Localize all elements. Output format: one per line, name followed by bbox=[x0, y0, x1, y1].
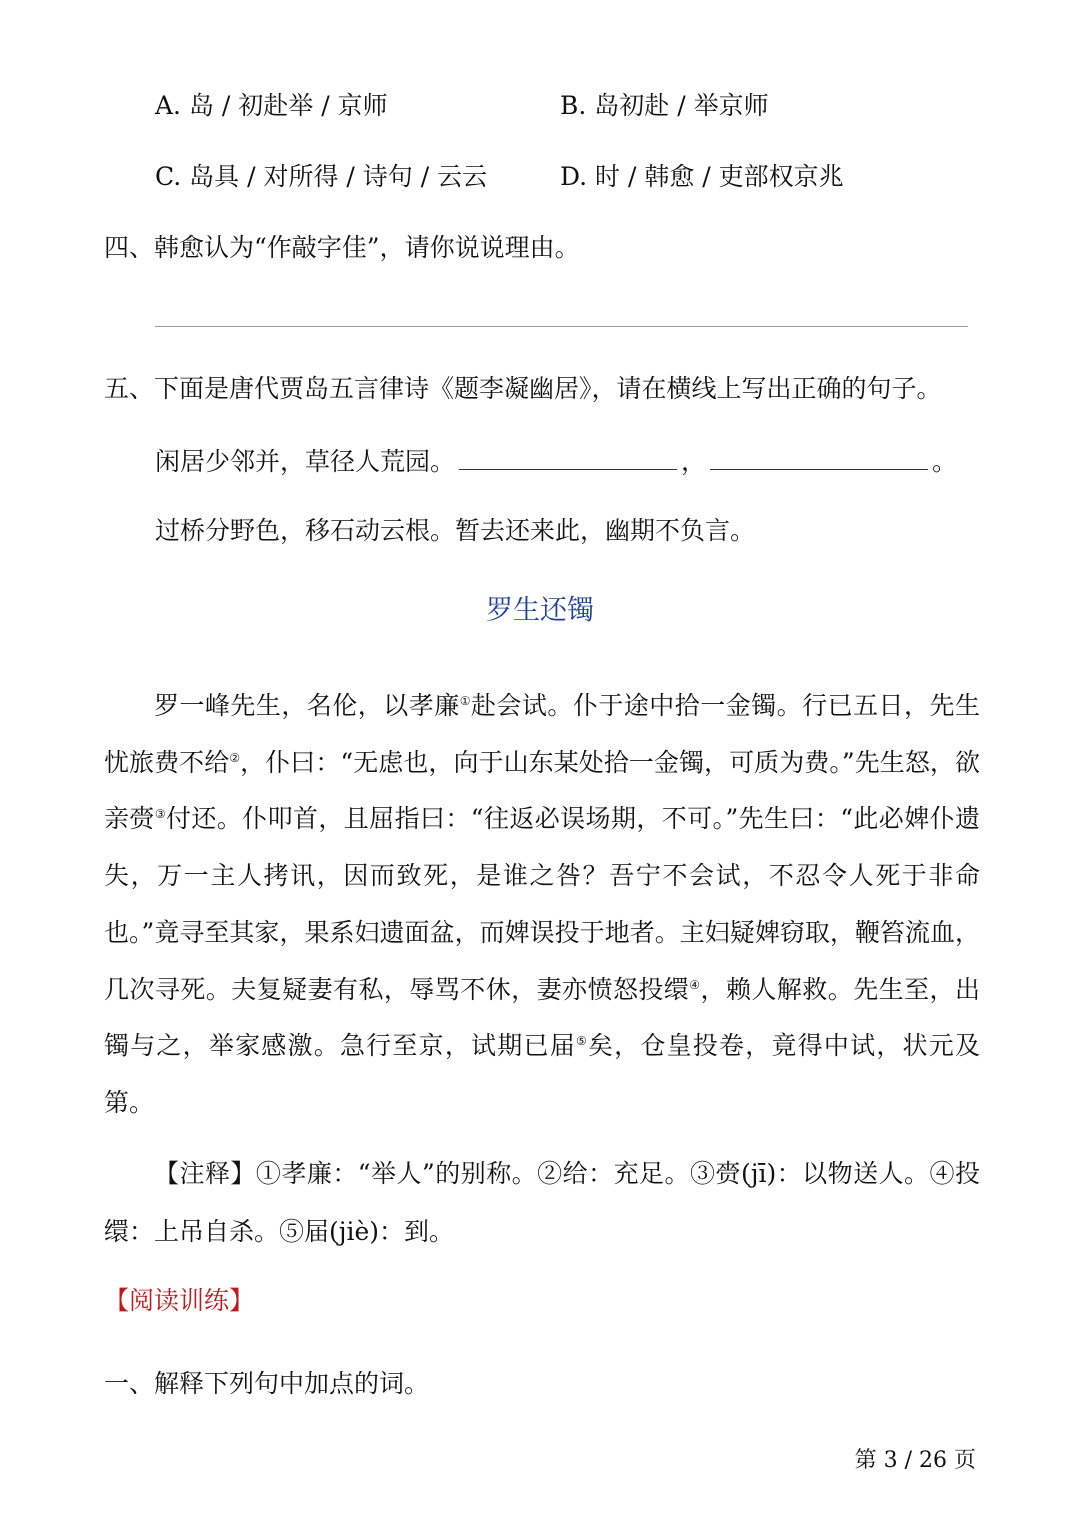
question-5: 五、下面是唐代贾岛五言律诗《题李凝幽居》，请在横线上写出正确的句子。 bbox=[104, 374, 942, 403]
poem-comma: ， bbox=[681, 447, 707, 476]
answer-line bbox=[155, 326, 968, 327]
option-a: A. 岛 / 初赴举 / 京师 bbox=[155, 91, 388, 120]
annotations bbox=[104, 1145, 980, 1261]
passage-text: ，仆曰：“无虑也，向于山东某处拾一金镯，可质为费。”先生怒，欲亲赍 bbox=[104, 747, 980, 834]
passage bbox=[104, 678, 980, 1132]
option-d: D. 时 / 韩愈 / 吏部权京兆 bbox=[560, 162, 844, 191]
poem-line-2: 过桥分野色，移石动云根。暂去还来此，幽期不负言。 bbox=[155, 516, 756, 545]
passage-text: 矣，仓皇投卷，竟得中试，状元及第。 bbox=[104, 1031, 980, 1117]
section-heading: 【阅读训练】 bbox=[104, 1286, 255, 1315]
footnote-ref: ① bbox=[459, 694, 471, 708]
passage-text: 罗一峰先生，名伦，以孝廉 bbox=[154, 691, 460, 720]
annotations-text: 【注释】①孝廉：“举人”的别称。②给：充足。③赍(jī)：以物送人。④投缳：上吊自杀。⑤届(jiè)：到。 bbox=[104, 1159, 980, 1246]
poem-line-1-prefix: 闲居少邻并，草径人荒园。 bbox=[155, 447, 456, 476]
poem-blank-1 bbox=[459, 468, 677, 470]
poem-period: 。 bbox=[932, 447, 958, 476]
poem-blank-2 bbox=[710, 468, 928, 470]
passage-paragraph bbox=[104, 678, 980, 1132]
footnote-ref: ⑤ bbox=[575, 1034, 588, 1049]
option-c: C. 岛具 / 对所得 / 诗句 / 云云 bbox=[155, 162, 488, 191]
passage-text: 赴会试。仆于途中拾一金镯。行已五日，先生忧旅费不给 bbox=[104, 691, 980, 777]
question-4: 四、韩愈认为“作敲字佳”，请你说说理由。 bbox=[104, 233, 580, 262]
footnote-ref: ② bbox=[229, 750, 241, 765]
footnote-ref: ④ bbox=[689, 977, 701, 992]
page-number: 第 3 / 26 页 bbox=[854, 1448, 976, 1473]
option-b: B. 岛初赴 / 举京师 bbox=[560, 91, 769, 120]
question-1: 一、解释下列句中加点的词。 bbox=[104, 1369, 430, 1398]
footnote-ref: ③ bbox=[154, 807, 166, 822]
passage-title: 罗生还镯 bbox=[486, 595, 594, 626]
passage-text: 付还。仆叩首，且屈指曰：“往返必误场期，不可。”先生曰：“此必婢仆遗失，万一主人拷讯，因而致死，是谁之咎？吾宁不会试，不忍令人死于非命也。”竟寻至其家，果系妇遗面盆，而婢误投于地者。主妇疑婢窃取，鞭笞流血，几次寻死。夫复疑妻有私，辱骂不休，妻亦愤怒投缳 bbox=[104, 804, 980, 1004]
poem-line-1 bbox=[155, 449, 957, 474]
passage-text: ，赖人解救。先生至，出镯与之，举家感激。急行至京，试期已届 bbox=[104, 974, 980, 1061]
